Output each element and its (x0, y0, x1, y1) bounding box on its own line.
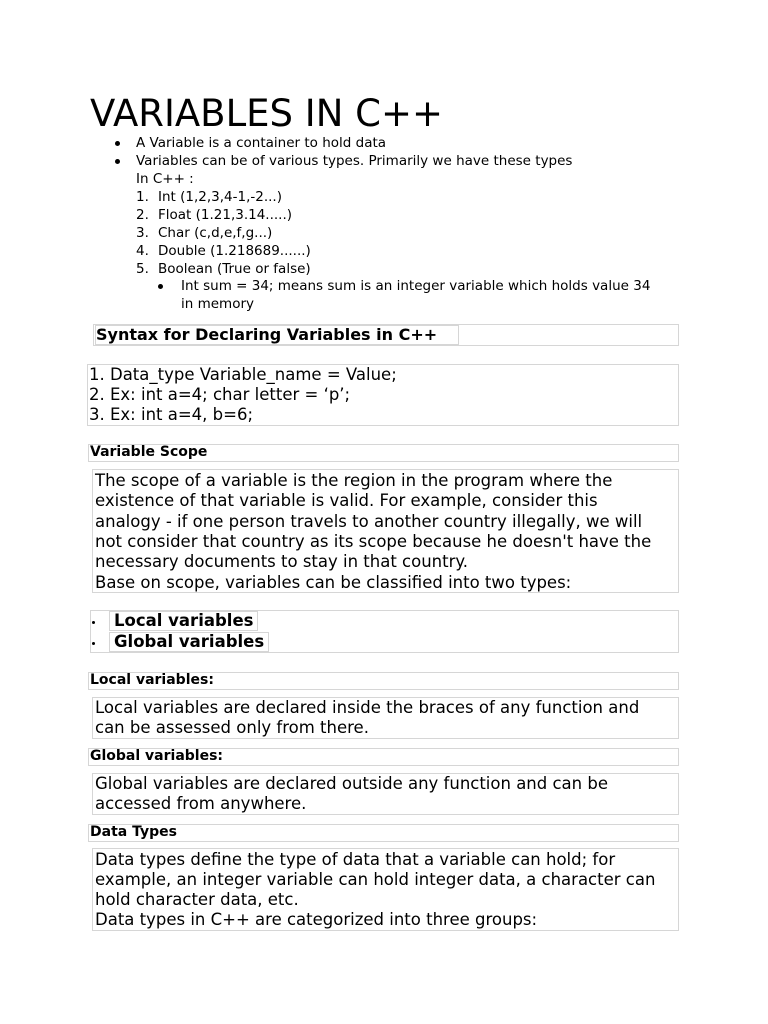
list-number: 2. (136, 207, 149, 223)
syntax-heading: Syntax for Declaring Variables in C++ (96, 325, 438, 344)
local-paragraph-line: can be assessed only from there. (95, 718, 369, 737)
sub-bullet-text: in memory (181, 296, 255, 312)
data-types-paragraph-line: hold character data, etc. (95, 890, 299, 909)
syntax-line: 1. Data_type Variable_name = Value; (89, 365, 397, 384)
list-number: 3. (136, 225, 149, 241)
sub-bullet-text: Int sum = 34; means sum is an integer variable which holds value 34 (181, 278, 651, 294)
list-item: Int (1,2,3,4-1,-2...) (158, 189, 282, 205)
scope-paragraph-line: existence of that variable is valid. For example, consider this (95, 491, 598, 510)
global-paragraph-line: Global variables are declared outside any function and can be (95, 774, 608, 793)
list-number: 4. (136, 243, 149, 259)
bullet-icon (115, 159, 120, 164)
global-heading: Global variables: (90, 748, 224, 764)
bullet-icon (92, 642, 95, 645)
list-number: 1. (136, 189, 149, 205)
scope-paragraph-line: not consider that country as its scope because he doesn't have the (95, 532, 652, 551)
bullet-icon (115, 141, 120, 146)
scope-type-global: Global variables (114, 632, 265, 651)
scope-paragraph-line: Base on scope, variables can be classified into two types: (95, 573, 572, 592)
local-heading: Local variables: (90, 672, 214, 688)
scope-type-local: Local variables (114, 611, 254, 630)
local-paragraph-line: Local variables are declared inside the braces of any function and (95, 698, 640, 717)
bullet-icon (158, 284, 163, 289)
global-paragraph-line: accessed from anywhere. (95, 794, 307, 813)
scope-paragraph-line: The scope of a variable is the region in the program where the (95, 471, 613, 490)
data-types-paragraph-line: Data types define the type of data that a variable can hold; for (95, 850, 616, 869)
intro-continuation: In C++ : (136, 171, 194, 187)
list-item: Float (1.21,3.14.....) (158, 207, 293, 223)
list-item: Boolean (True or false) (158, 261, 311, 277)
scope-paragraph-line: analogy - if one person travels to another country illegally, we will (95, 512, 643, 531)
scope-paragraph-line: necessary documents to stay in that country. (95, 552, 469, 571)
bullet-icon (92, 621, 95, 624)
syntax-line: 3. Ex: int a=4, b=6; (89, 405, 254, 424)
list-item: Char (c,d,e,f,g...) (158, 225, 273, 241)
intro-bullet-text: A Variable is a container to hold data (136, 135, 387, 151)
list-number: 5. (136, 261, 149, 277)
page-title: VARIABLES IN C++ (90, 92, 443, 135)
intro-bullet-text: Variables can be of various types. Primarily we have these types (136, 153, 573, 169)
data-types-paragraph-line: example, an integer variable can hold integer data, a character can (95, 870, 656, 889)
data-types-paragraph-line: Data types in C++ are categorized into three groups: (95, 910, 538, 929)
syntax-line: 2. Ex: int a=4; char letter = ‘p’; (89, 385, 351, 404)
data-types-heading: Data Types (90, 824, 177, 840)
scope-heading: Variable Scope (90, 444, 208, 460)
list-item: Double (1.218689......) (158, 243, 311, 259)
